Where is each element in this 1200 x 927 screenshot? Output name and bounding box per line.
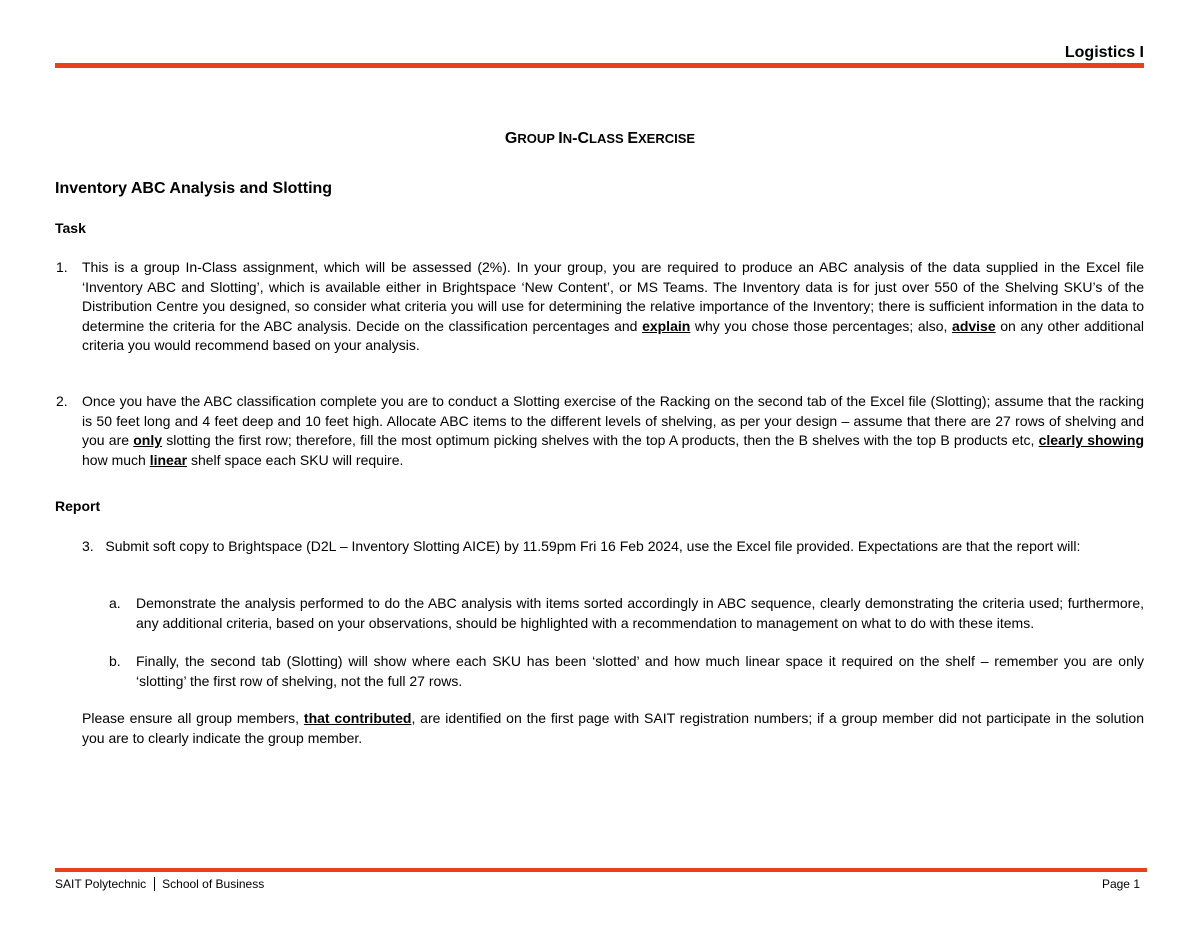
title-small-caps: LASS [589, 131, 628, 146]
sub-item-letter: b. [109, 653, 121, 669]
emphasis-that-contributed: that contributed [303, 710, 412, 726]
title-small-caps: ROUP [517, 131, 559, 146]
text-run: slotting the first row; therefore, fill the most optimum picking shelves with the top A products, then the B shelves with the top B products etc, [162, 432, 1039, 448]
title-small-caps: XERCISE [638, 131, 696, 146]
title-cap: G [504, 130, 518, 147]
report-heading: Report [55, 498, 101, 514]
emphasis-clearly-showing: clearly showing [1038, 432, 1144, 448]
text-run: , are identified on the first page with SAIT registration numbers; if a group member did not participate in the solution you are to clearly indicate the group member. [82, 710, 1145, 746]
footer-separator [154, 877, 155, 891]
footer-school: School of Business [162, 877, 265, 891]
list-item-number: 3. [82, 538, 94, 554]
list-item-number: 2. [56, 393, 68, 409]
header-rule [55, 63, 1144, 68]
sub-item-a: Demonstrate the analysis performed to do the ABC analysis with items sorted accordingly in ABC sequence, clearly demonstrating the criteria used; furthermore, any additional criteria, based on your observations, should be highlighted with a recommendation to management on what to do with these items. [136, 595, 1144, 631]
text-run: shelf space each SKU will require. [187, 451, 404, 468]
document-title [0, 130, 1200, 148]
text-run: Once you have the ABC classification complete you are to conduct a Slotting exercise of the Racking on the second tab of the Excel file (Slotting); assume that the racking is 50 feet long and 4 feet deep and 10 feet high. Allocate ABC items to the different levels of shelving, as per your design – assume that there are 27 rows of shelving and you are [82, 393, 1144, 448]
list-item-number: 1. [56, 259, 68, 275]
text-run: on any other additional criteria you would recommend based on your analysis. [82, 317, 1144, 353]
text-run: why you chose those percentages; also, [690, 317, 953, 334]
sub-item-letter: a. [109, 595, 121, 611]
title-cap: -C [572, 130, 590, 147]
text-run: This is a group In-Class assignment, which will be assessed (2%). In your group, you are required to produce an ABC analysis of the data supplied in the Excel file ‘Inventory ABC and Slotting’, which is available either in Brightspace ‘New Content’, or MS Teams. The Inventory data is for just over 550 of the Shelving SKU’s of the Distribution Centre you designed, so consider what criteria you will use for determining the relative importance of the Inventory; there is sufficient information in the data to determine the criteria for the ABC analysis. Decide on the classification percentages and [82, 259, 1144, 334]
header-title: Logistics I [1064, 44, 1144, 61]
footer-left [55, 877, 264, 891]
footer-institution: SAIT Polytechnic [55, 877, 147, 891]
title-small-caps: N [562, 131, 573, 146]
title-cap: I [558, 130, 563, 147]
footer-rule [55, 868, 1147, 872]
task-item-2 [82, 392, 1144, 470]
emphasis-explain: explain [642, 317, 691, 334]
closing-paragraph [82, 709, 1144, 748]
report-item-3 [82, 537, 1144, 557]
emphasis-only: only [133, 432, 163, 448]
page-number: Page 1 [1101, 877, 1140, 891]
emphasis-advise: advise [952, 317, 996, 334]
text-run: Please ensure all group members, [82, 710, 304, 726]
text-run: Submit soft copy to Brightspace (D2L – Inventory Slotting AICE) by 11.59pm Fri 16 Feb 2024, use the Excel file provided. Expectations are that the report will: [105, 538, 1081, 554]
task-item-1 [82, 258, 1144, 356]
title-cap: E [627, 130, 638, 147]
text-run: how much [82, 451, 150, 468]
emphasis-linear: linear [149, 451, 188, 468]
section-heading: Inventory ABC Analysis and Slotting [55, 180, 333, 197]
task-heading: Task [55, 220, 86, 236]
sub-item-b: Finally, the second tab (Slotting) will show where each SKU has been ‘slotted’ and how much linear space it required on the shelf – remember you are only ‘slotting’ the first row of shelving, not the full 27 rows. [136, 653, 1144, 689]
